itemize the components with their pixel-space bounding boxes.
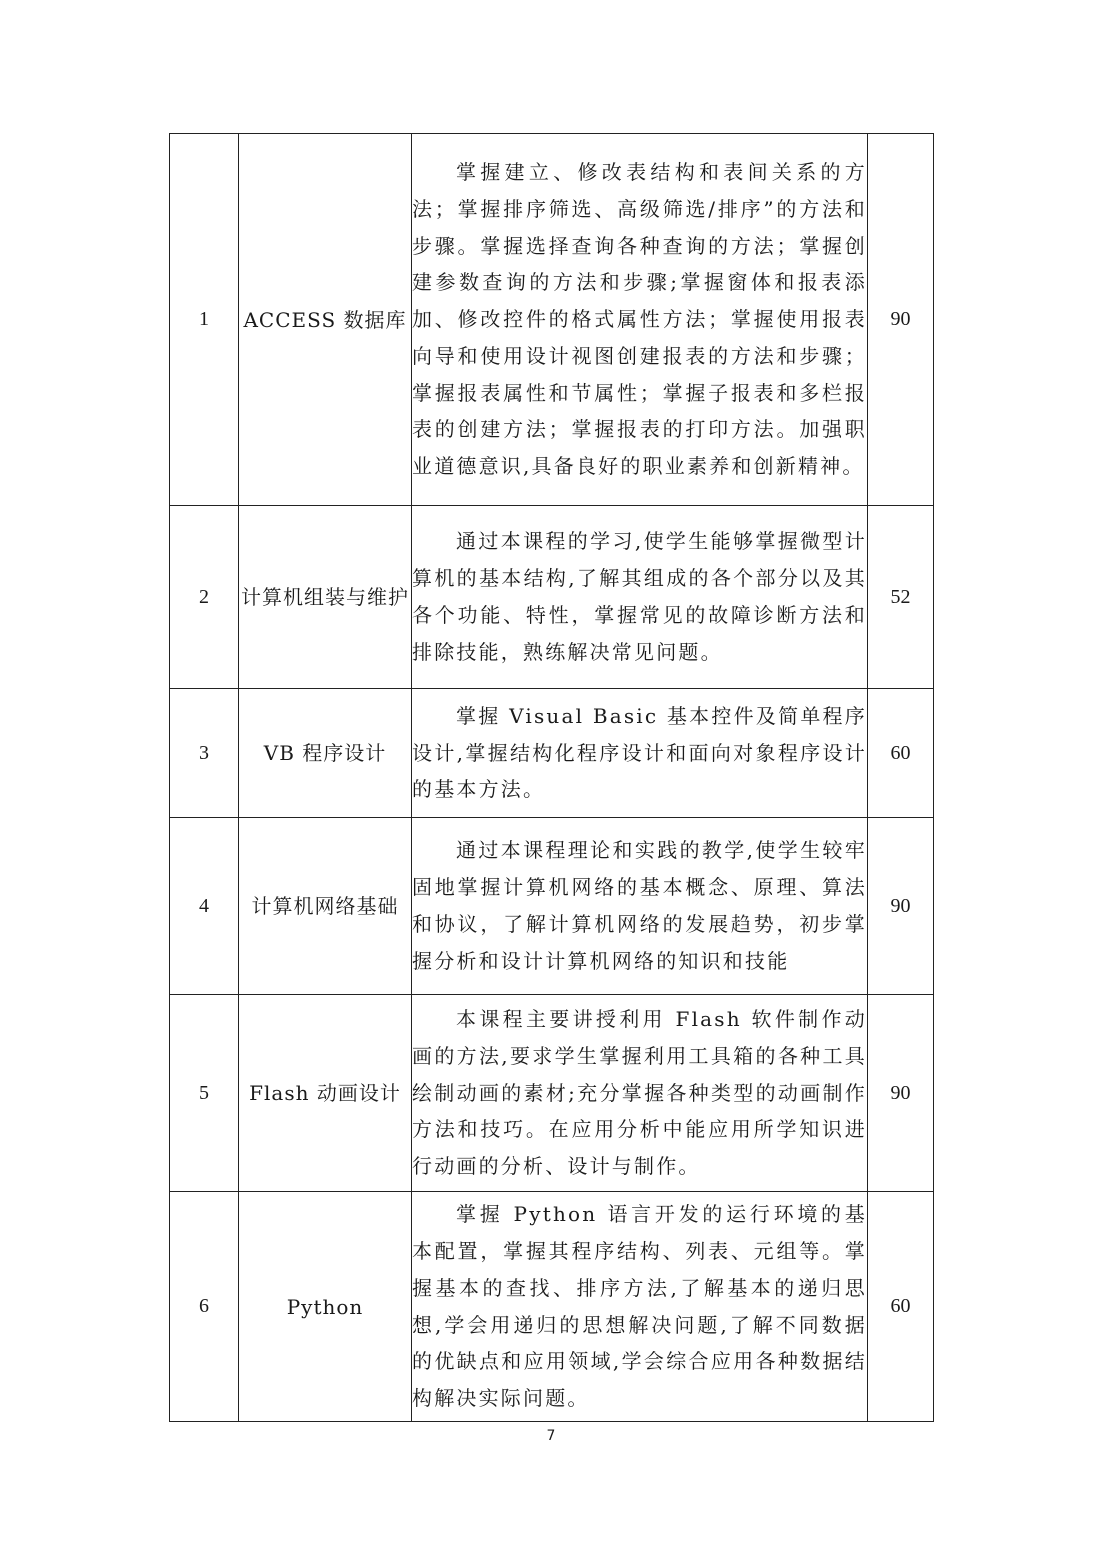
course-description-cell	[412, 689, 868, 818]
table-row	[170, 506, 934, 689]
course-description: 掌握 Visual Basic 基本控件及简单程序设计,掌握结构化程序设计和面向对象程序设计的基本方法。	[412, 703, 867, 802]
course-description: 通过本课程的学习,使学生能够掌握微型计算机的基本结构,了解其组成的各个部分以及其各个功能、特性，掌握常见的故障诊断方法和排除技能，熟练解决常见问题。	[412, 529, 867, 664]
course-description-cell	[412, 995, 868, 1192]
table-row	[170, 995, 934, 1192]
course-hours: 60	[868, 689, 934, 818]
course-name: 计算机组装与维护	[239, 506, 412, 689]
table-row	[170, 1192, 934, 1422]
course-hours: 90	[868, 995, 934, 1192]
course-hours: 52	[868, 506, 934, 689]
course-name: Flash 动画设计	[239, 995, 412, 1192]
course-name: ACCESS 数据库	[239, 134, 412, 506]
course-hours: 60	[868, 1192, 934, 1422]
course-description-cell	[412, 818, 868, 995]
course-index: 5	[170, 995, 239, 1192]
course-name: 计算机网络基础	[239, 818, 412, 995]
course-index: 2	[170, 506, 239, 689]
course-index: 6	[170, 1192, 239, 1422]
table-row	[170, 134, 934, 506]
page-number: 7	[546, 1428, 556, 1444]
table-row	[170, 689, 934, 818]
course-name: Python	[239, 1192, 412, 1422]
course-description: 掌握建立、修改表结构和表间关系的方法；掌握排序筛选、高级筛选/排序”的方法和步骤。掌握选择查询各种查询的方法；掌握创建参数查询的方法和步骤;掌握窗体和报表添加、修改控件的格式属性方法；掌握使用报表向导和使用设计视图创建报表的方法和步骤；掌握报表属性和节属性；掌握子报表和多栏报表的创建方法；掌握报表的打印方法。加强职业道德意识,具备良好的职业素养和创新精神。	[412, 159, 867, 479]
course-description: 通过本课程理论和实践的教学,使学生较牢固地掌握计算机网络的基本概念、原理、算法和协议，了解计算机网络的发展趋势，初步掌握分析和设计计算机网络的知识和技能	[412, 838, 867, 973]
course-description-cell	[412, 506, 868, 689]
course-index: 1	[170, 134, 239, 506]
course-index: 3	[170, 689, 239, 818]
course-description: 掌握 Python 语言开发的运行环境的基本配置，掌握其程序结构、列表、元组等。掌握基本的查找、排序方法,了解基本的递归思想,学会用递归的思想解决问题,了解不同数据的优缺点和应用领域,学会综合应用各种数据结构解决实际问题。	[412, 1202, 867, 1411]
course-hours: 90	[868, 818, 934, 995]
course-table	[169, 133, 934, 1422]
table-row	[170, 818, 934, 995]
course-hours: 90	[868, 134, 934, 506]
course-index: 4	[170, 818, 239, 995]
course-description-cell	[412, 1192, 868, 1422]
course-description-cell	[412, 134, 868, 506]
course-name: VB 程序设计	[239, 689, 412, 818]
course-description: 本课程主要讲授利用 Flash 软件制作动画的方法,要求学生掌握利用工具箱的各种工具绘制动画的素材;充分掌握各种类型的动画制作方法和技巧。在应用分析中能应用所学知识进行动画的分析、设计与制作。	[412, 1007, 867, 1179]
